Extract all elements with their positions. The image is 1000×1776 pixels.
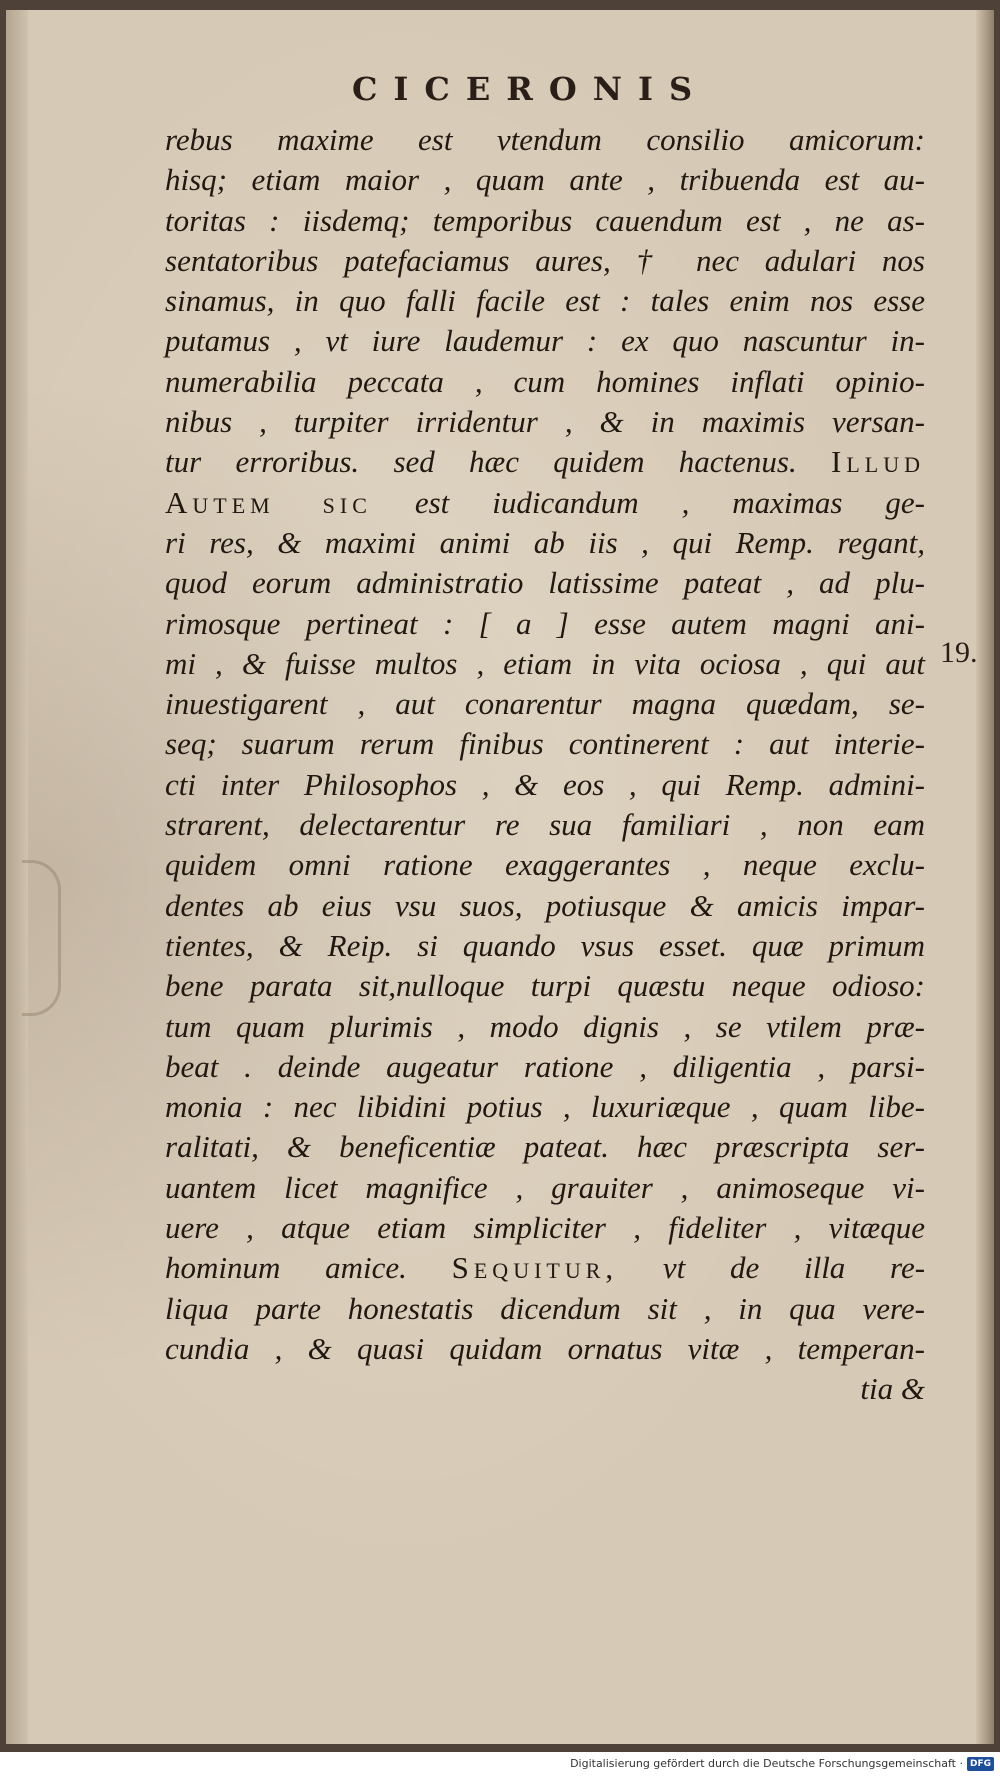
- body-text: [165, 120, 925, 1410]
- text-line: mi , & fuisse multos , etiam in vita ociosa , qui aut: [165, 645, 925, 681]
- text-line: tum quam plurimis , modo dignis , se vtilem præ-: [165, 1008, 925, 1044]
- text-line: ralitati, & beneficentiæ pateat. hæc præscripta ser-: [165, 1129, 925, 1165]
- text-line: [165, 483, 925, 523]
- text-line: uantem licet magnifice , grauiter , animoseque vi-: [165, 1169, 925, 1205]
- text-line: tientes, & Reip. si quando vsus esset. quæ primum: [165, 927, 925, 963]
- small-caps-word: Illud: [831, 444, 926, 480]
- text-line: rimosque pertineat : [ a ] esse autem magni ani-: [165, 605, 925, 641]
- text-line: dentes ab eius vsu suos, potiusque & amicis impar-: [165, 887, 925, 923]
- text-line: uere , atque etiam simpliciter , fideliter , vitæque: [165, 1210, 925, 1246]
- text-line: [165, 442, 925, 482]
- text-line: cti inter Philosophos , & eos , qui Remp. admini-: [165, 766, 925, 802]
- text-line: monia : nec libidini potius , luxuriæque , quam libe-: [165, 1089, 925, 1125]
- text-segment: hominum amice.: [165, 1250, 407, 1286]
- text-line: toritas : iisdemq; temporibus cauendum est , ne as-: [165, 202, 925, 238]
- text-line: beat . deinde augeatur ratione , diligentia , parsi-: [165, 1048, 925, 1084]
- text-line: putamus , vt iure laudemur : ex quo nascuntur in-: [165, 323, 925, 359]
- text-line: sentatoribus patefaciamus aures, † nec adulari nos: [165, 242, 925, 278]
- text-line: [165, 1248, 925, 1288]
- text-line: seq; suarum rerum finibus continerent : aut interie-: [165, 726, 925, 762]
- clasp-mark: [22, 860, 61, 1016]
- text-line: inuestigarent , aut conarentur magna quædam, se-: [165, 686, 925, 722]
- digitization-footer: [0, 1752, 1000, 1776]
- text-segment: tur erroribus. sed hæc quidem hactenus.: [165, 444, 797, 480]
- small-caps-word: Autem sic: [165, 484, 372, 520]
- text-line: numerabilia peccata , cum homines inflati opinio-: [165, 363, 925, 399]
- footer-credit: Digitalisierung gefördert durch die Deutsche Forschungsgemeinschaft ·: [570, 1757, 963, 1770]
- catchword: tia &: [860, 1371, 925, 1407]
- dfg-logo-icon: DFG: [967, 1757, 994, 1771]
- margin-note: 19.: [940, 636, 978, 669]
- text-line: quidem omni ratione exaggerantes , neque exclu-: [165, 847, 925, 883]
- small-caps-word: Sequitur,: [451, 1250, 619, 1286]
- text-line: quod eorum administratio latissime pateat , ad plu-: [165, 565, 925, 601]
- text-segment: vt de illa re-: [662, 1250, 926, 1286]
- text-line: nibus , turpiter irridentur , & in maximis versan-: [165, 404, 925, 440]
- text-line: cundia , & quasi quidam ornatus vitæ , temperan-: [165, 1330, 925, 1366]
- text-line: rebus maxime est vtendum consilio amicorum:: [165, 122, 925, 157]
- running-head: CICERONIS: [351, 70, 709, 108]
- text-line: liqua parte honestatis dicendum sit , in qua vere-: [165, 1290, 925, 1326]
- text-line: sinamus, in quo falli facile est : tales enim nos esse: [165, 283, 925, 319]
- text-segment: est iudicandum , maximas ge-: [414, 484, 926, 520]
- page-outer-edge: [976, 10, 994, 1744]
- text-line: ri res, & maximi animi ab iis , qui Remp. regant,: [165, 524, 925, 560]
- text-line: strarent, delectarentur re sua familiari , non eam: [165, 807, 925, 843]
- text-line: hisq; etiam maior , quam ante , tribuenda est au-: [165, 162, 925, 198]
- text-line: bene parata sit,nulloque turpi quæstu neque odioso:: [165, 968, 925, 1004]
